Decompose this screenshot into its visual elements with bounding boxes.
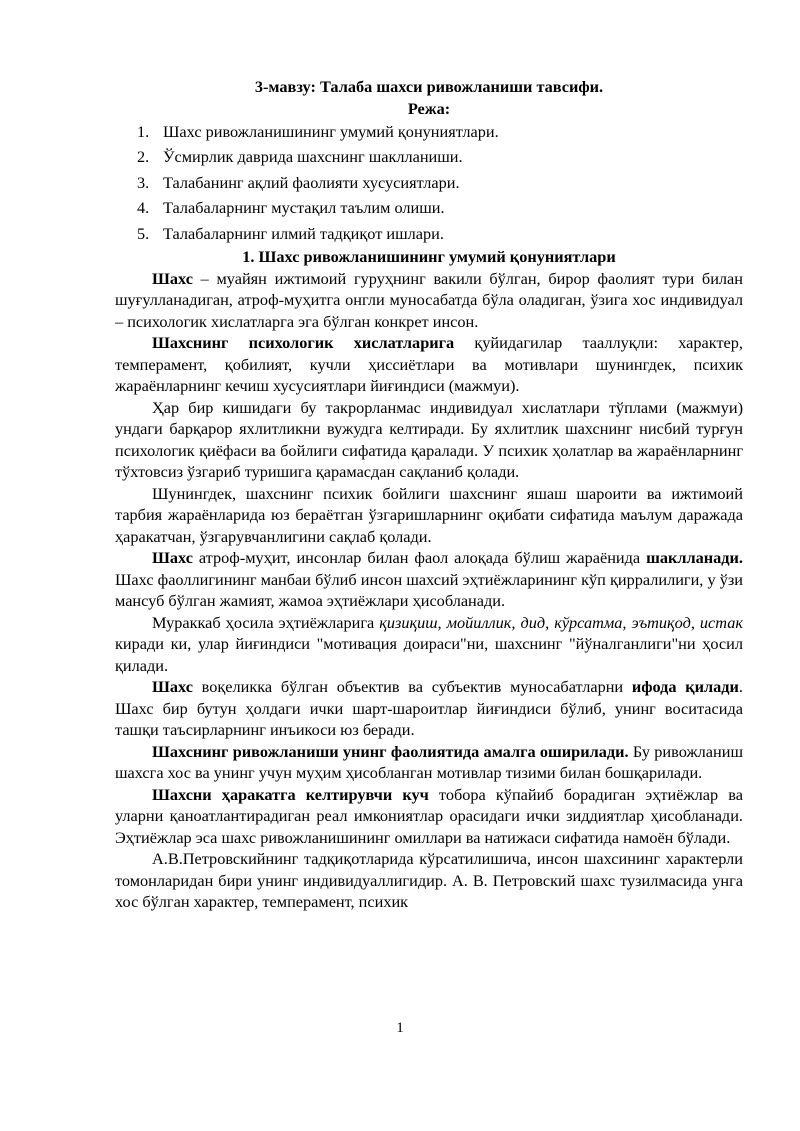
plan-list [115, 119, 743, 246]
section-title: 1. Шахс ривожланишининг умумий қонуниятлари [242, 247, 616, 267]
body-paragraph: Шахс воқеликка бўлган объектив ва субъектив муносабатларни ифода қилади. Шахс бир бутун ҳолдаги ички шарт-шароитлар йиғиндиси бўлиб, унинг воситасида ташқи таъсирларнинг инъикоси юз беради. [115, 677, 743, 740]
body-paragraph: Мураккаб ҳосила эҳтиёжларига қизиқиш, мойиллик, дид, кўрсатма, эътиқод, истак киради ки, улар йиғиндиси "мотивация доираси"ни, шахснинг "йўналганлиги"ни ҳосил қилади. [115, 612, 743, 675]
plan-heading: Режа: [407, 98, 451, 118]
plan-item: 3. Талабанинг ақлий фаолияти хусусиятлари. [137, 172, 460, 192]
topic-title: 3-мавзу: Талаба шахси ривожланиши тавсифи. [254, 77, 604, 96]
plan-item: 2. Ўсмирлик даврида шахснинг шаклланиши. [137, 147, 463, 167]
body-paragraph: А.В.Петровскийнинг тадқиқотларида кўрсатилишича, инсон шахсининг характерли томонларидан бири унинг индивидуаллигидир. А. В. Петровский шахс тузилмасида унга хос бўлган характер, темперамент, психик [115, 849, 743, 912]
body-paragraph: Шахс атроф-муҳит, инсонлар билан фаол алоқада бўлиш жараёнида шаклланади. Шахс фаоллигининг манбаи бўлиб инсон шахсий эҳтиёжларининг кўп қирралилиги, у ўзи мансуб бўлган жамият, жамоа эҳтиёжлари ҳисобланади. [115, 548, 743, 611]
body-paragraph: Шахсни ҳаракатга келтирувчи куч тобора кўпайиб борадиган эҳтиёжлар ва уларни қаноатлантирадиган реал имкониятлар орасидаги ички зиддиятлар ҳисобланади. Эҳтиёжлар эса шахс ривожланишининг омиллари ва натижаси сифатида намоён бўлади. [115, 784, 743, 847]
body-paragraph: Шахс – муайян ижтимоий гуруҳнинг вакили бўлган, бирор фаолият тури билан шуғулланадиган, атроф-муҳитга онгли муносабатда бўла оладиган, ўзига хос индивидуал – психологик хислатларга эга бўлган конкрет инсон. [115, 268, 743, 331]
plan-item: 4. Талабаларнинг мустақил таълим олиши. [137, 198, 445, 218]
page-number: 1 [396, 1020, 404, 1036]
body-paragraph: Шахснинг ривожланиши унинг фаолиятида амалга оширилади. Бу ривожланиш шахсга хос ва унинг учун муҳим ҳисобланган мотивлар тизими билан бошқарилади. [115, 741, 744, 783]
body-paragraph: Шунингдек, шахснинг психик бойлиги шахснинг яшаш шароити ва ижтимоий тарбия жараёнларида юз бераётган ўзгаришларнинг оқибати сифатида маълум даражада ҳаракатчан, ўзгарувчанлигини сақлаб қолади. [115, 483, 743, 546]
plan-item: 5. Талабаларнинг илмий тадқиқот ишлари. [137, 223, 444, 243]
body-paragraph: Ҳар бир кишидаги бу такрорланмас индивидуал хислатлари тўплами (мажмуи) ундаги барқарор яхлитликни вужудга келтиради. Бу яхлитлик шахснинг нисбий турғун психологик қиёфаси ва бойлиги сифатида қаралади. У психик ҳолатлар ва жараёнларнинг тўхтовсиз ўзгариб туришига қарамасдан сақланиб қолади. [115, 397, 743, 482]
plan-item: 1. Шахс ривожланишининг умумий қонуниятлари. [137, 122, 499, 141]
body-paragraph: Шахснинг психологик хислатларига қуйидагилар тааллуқли: характер, темперамент, қобилият, кучли ҳиссиётлари ва мотивлари шунингдек, психик жараёнларнинг кечиш хусусиятлари йиғиндиси (мажмуи). [115, 333, 743, 396]
document-page [115, 76, 743, 913]
